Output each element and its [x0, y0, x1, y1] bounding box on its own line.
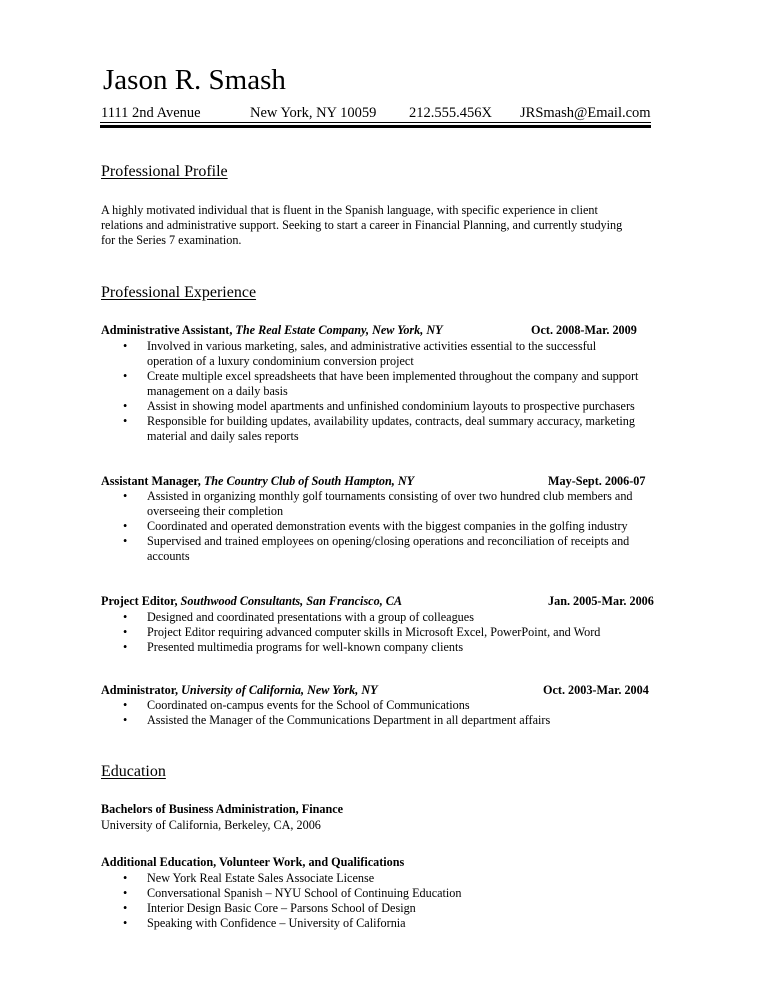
bullet-text: Supervised and trained employees on opening/closing operations and reconciliation of receipts and: [147, 534, 630, 548]
bullet-icon: •: [123, 901, 128, 915]
bullet-icon: •: [123, 399, 128, 413]
job-header: [101, 473, 661, 489]
bullet-text: Project Editor requiring advanced computer skills in Microsoft Excel, PowerPoint, and Word: [147, 625, 601, 639]
list-item: [101, 399, 661, 414]
bullet-text: Assist in showing model apartments and unfinished condominium layouts to prospective purchasers: [147, 399, 635, 413]
job-dates: Jan. 2005-Mar. 2006: [548, 594, 654, 608]
profile-heading: Professional Profile: [101, 163, 228, 180]
bullet-icon: •: [123, 871, 128, 885]
bullet-text: management on a daily basis: [147, 384, 288, 398]
list-item: [101, 698, 661, 713]
bullet-text: Involved in various marketing, sales, and administrative activities essential to the successful: [147, 339, 597, 353]
bullet-text: operation of a luxury condominium conversion project: [147, 354, 414, 368]
list-item: [101, 713, 661, 728]
job-title: Project Editor,: [101, 594, 178, 608]
bullet-text: Assisted in organizing monthly golf tournaments consisting of over two hundred club members and: [147, 489, 633, 503]
profile-line: for the Series 7 examination.: [101, 233, 242, 247]
list-item: [101, 534, 661, 564]
candidate-name: Jason R. Smash: [103, 64, 286, 96]
profile-summary: [101, 203, 649, 248]
job-bullets: [101, 339, 661, 444]
experience-heading: Professional Experience: [101, 284, 257, 301]
bullet-text: Speaking with Confidence – University of California: [147, 916, 406, 930]
bullet-text: Responsible for building updates, availability updates, contracts, deal summary accuracy, marketing: [147, 414, 635, 428]
list-item: [101, 916, 661, 931]
job-dates: Oct. 2003-Mar. 2004: [543, 683, 649, 697]
job-employer: The Real Estate Company, New York, NY: [235, 323, 443, 337]
list-item: [101, 519, 661, 534]
bullet-text: Coordinated and operated demonstration events with the biggest companies in the golfing industry: [147, 519, 628, 533]
job-title: Assistant Manager,: [101, 474, 201, 488]
job-title: Administrator,: [101, 683, 179, 697]
bullet-icon: •: [123, 369, 128, 383]
contact-city: New York, NY 10059: [250, 105, 377, 121]
bullet-text: material and daily sales reports: [147, 429, 299, 443]
bullet-icon: •: [123, 625, 128, 639]
list-item: [101, 414, 661, 444]
bullet-icon: •: [123, 916, 128, 930]
profile-line: relations and administrative support. Seeking to start a career in Financial Planning, and currently studying: [101, 218, 623, 232]
job-employer: University of California, New York, NY: [181, 683, 378, 697]
profile-line: A highly motivated individual that is fluent in the Spanish language, with specific experience in client: [101, 203, 598, 217]
bullet-icon: •: [123, 640, 128, 654]
school: University of California, Berkeley, CA, 2006: [101, 818, 321, 832]
job-employer: Southwood Consultants, San Francisco, CA: [180, 594, 403, 608]
list-item: [101, 625, 661, 640]
bullet-text: New York Real Estate Sales Associate License: [147, 871, 375, 885]
list-item: [101, 489, 661, 519]
bullet-text: overseeing their completion: [147, 504, 284, 518]
additional-list: [101, 871, 661, 931]
additional-heading: Additional Education, Volunteer Work, and Qualifications: [101, 855, 405, 869]
bullet-text: Conversational Spanish – NYU School of Continuing Education: [147, 886, 462, 900]
job-dates: Oct. 2008-Mar. 2009: [531, 323, 637, 337]
bullet-text: Coordinated on-campus events for the School of Communications: [147, 698, 470, 712]
job-dates: May-Sept. 2006-07: [548, 474, 646, 488]
education-heading: Education: [101, 763, 166, 780]
bullet-text: Interior Design Basic Core – Parsons School of Design: [147, 901, 416, 915]
job-header: [101, 593, 661, 609]
bullet-icon: •: [123, 534, 128, 548]
bullet-icon: •: [123, 339, 128, 353]
list-item: [101, 901, 661, 916]
header-rule-thick: [100, 125, 651, 128]
bullet-text: Assisted the Manager of the Communications Department in all department affairs: [147, 713, 551, 727]
job-title: Administrative Assistant,: [101, 323, 233, 337]
bullet-text: Presented multimedia programs for well-known company clients: [147, 640, 464, 654]
job-bullets: [101, 610, 661, 655]
job-header: [101, 322, 661, 338]
bullet-icon: •: [123, 519, 128, 533]
job-employer: The Country Club of South Hampton, NY: [203, 474, 415, 488]
bullet-text: accounts: [147, 549, 190, 563]
bullet-icon: •: [123, 414, 128, 428]
bullet-text: Designed and coordinated presentations with a group of colleagues: [147, 610, 474, 624]
bullet-icon: •: [123, 489, 128, 503]
bullet-icon: •: [123, 698, 128, 712]
contact-address: 1111 2nd Avenue: [101, 105, 201, 121]
bullet-icon: •: [123, 886, 128, 900]
list-item: [101, 886, 661, 901]
header-rule-thin: [100, 122, 651, 123]
list-item: [101, 610, 661, 625]
job-bullets: [101, 489, 661, 564]
list-item: [101, 369, 661, 399]
bullet-text: Create multiple excel spreadsheets that have been implemented throughout the company and support: [147, 369, 639, 383]
degree: Bachelors of Business Administration, Finance: [101, 802, 344, 816]
list-item: [101, 339, 661, 369]
contact-phone: 212.555.456X: [409, 105, 492, 121]
contact-email: JRSmash@Email.com: [520, 105, 651, 121]
bullet-icon: •: [123, 610, 128, 624]
job-header: [101, 682, 661, 698]
list-item: [101, 640, 661, 655]
bullet-icon: •: [123, 713, 128, 727]
job-bullets: [101, 698, 661, 728]
list-item: [101, 871, 661, 886]
